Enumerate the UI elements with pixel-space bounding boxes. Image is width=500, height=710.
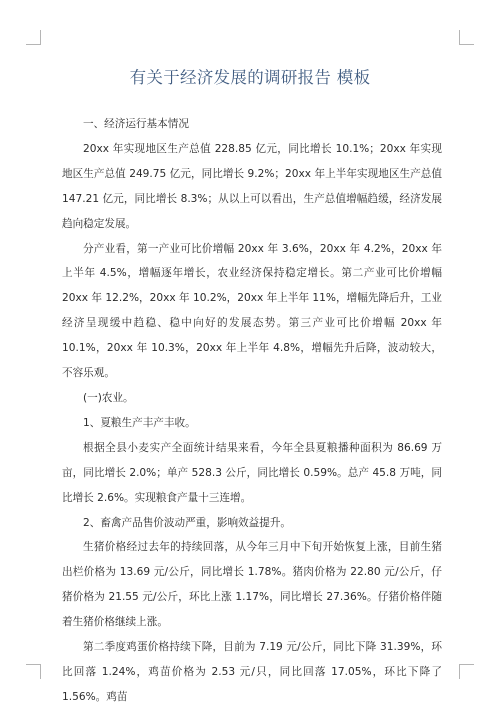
section-heading: 一、经济运行基本情况 <box>83 118 189 130</box>
paragraph: 第二季度鸡蛋价格持续下降，目前为 7.19 元/公斤，同比下降 31.39%，环比回落 1.24%，鸡苗价格为 2.53 元/只，同比回落 17.05%，环比下降了 1.56%。鸡苗 <box>62 641 442 703</box>
item-heading: 2、畜禽产品售价波动严重，影响效益提升。 <box>83 516 292 529</box>
crop-mark-top-left <box>26 30 41 45</box>
document-body <box>62 112 442 710</box>
paragraph: 20xx 年实现地区生产总值 228.85 亿元，同比增长 10.1%；20xx 年实现地区生产总值 249.75 亿元，同比增长 9.2%；20xx 年上半年实现地区生产总值 147.21 亿元，同比增长 8.3%；从以上可以看出，生产总值增幅趋缓，经济发展趋向稳定发展。 <box>62 142 442 230</box>
subsection-heading: (一)农业。 <box>83 391 134 404</box>
crop-mark-bottom-left <box>26 664 41 679</box>
document-title: 有关于经济发展的调研报告 模板 <box>129 68 371 87</box>
paragraph: 根据全县小麦实产全面统计结果来看，今年全县夏粮播种面积为 86.69 万亩，同比增长 2.0%；单产 528.3 公斤，同比增长 0.59%。总产 45.8 万吨，同比增长 2.6%。实现粮食产量十三连增。 <box>62 441 442 504</box>
crop-mark-bottom-right <box>459 664 474 679</box>
paragraph: 生猪价格经过去年的持续回落，从今年三月中下旬开始恢复上涨，目前生猪出栏价格为 13.69 元/公斤，同比增长 1.78%。猪肉价格为 22.80 元/公斤，仔猪价格为 21.55 元/公斤，环比上涨 1.17%，同比增长 27.36%。仔猪价格伴随着生猪价格继续上涨。 <box>62 541 442 629</box>
item-heading: 1、夏粮生产丰产丰收。 <box>83 416 196 429</box>
crop-mark-top-right <box>459 30 474 45</box>
paragraph: 分产业看，第一产业可比价增幅 20xx 年 3.6%，20xx 年 4.2%，20xx 年上半年 4.5%，增幅逐年增长，农业经济保持稳定增长。第二产业可比价增幅 20xx 年 12.2%，20xx 年 10.2%，20xx 年上半年 11%，增幅先降后升，工业经济呈现缓中趋稳、稳中向好的发展态势。第三产业可比价增幅 20xx 年 10.1%，20xx 年 10.3%，20xx 年上半年 4.8%，增幅先升后降，波动较大，不容乐观。 <box>62 242 442 380</box>
